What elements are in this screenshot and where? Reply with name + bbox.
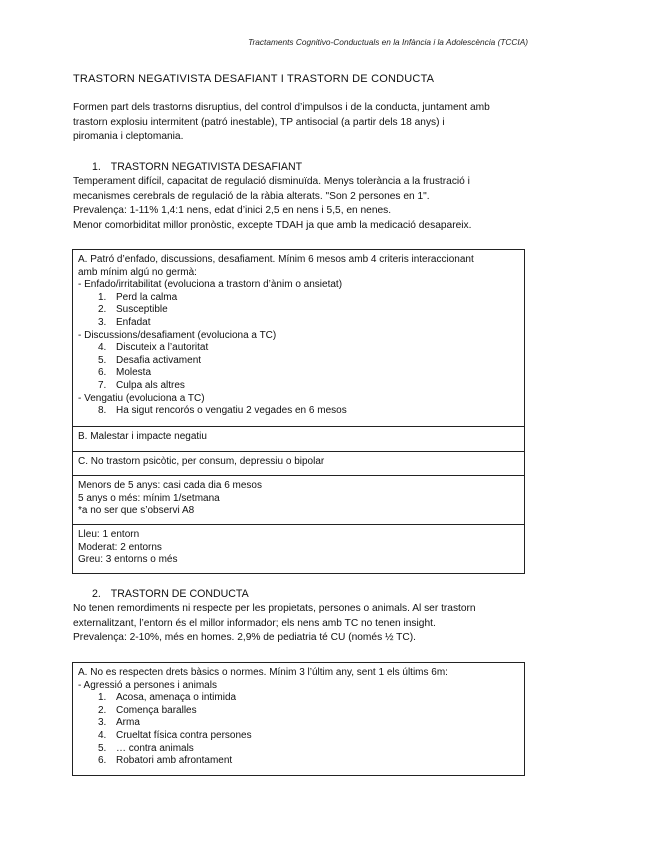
criterion-a: [73, 663, 524, 775]
section-2-paragraph: [73, 602, 533, 646]
criterion-item: 3. Enfadat: [98, 316, 151, 328]
paragraph-line: externalitzant, l’entorn és el millor informador; els nens amb TC no tenen insight.: [73, 617, 436, 629]
criterion-item: 1. Acosa, amenaça o intimida: [98, 692, 237, 704]
criterion-group-label: - Agressió a persones i animals: [78, 679, 217, 691]
criterion-item: 3. Arma: [98, 717, 140, 729]
paragraph-line: Menor comorbiditat millor pronòstic, excepte TDAH ja que amb la medicació desapareix.: [73, 219, 472, 231]
intro-line: Formen part dels trastorns disruptius, del control d’impulsos i de la conducta, juntament amb: [73, 102, 490, 113]
criterion-c: C. No trastorn psicòtic, per consum, depressiu o bipolar: [73, 451, 524, 475]
criterion-item: 4. Discuteix a l’autoritat: [98, 342, 209, 354]
section-1-paragraph: [73, 175, 533, 233]
criterion-text: A. Patró d’enfado, discussions, desafiament. Mínim 6 mesos amb 4 criteris interaccionant: [78, 254, 474, 265]
severity-line: Moderat: 2 entorns: [78, 541, 162, 553]
frequency-line: 5 anys o més: mínim 1/setmana: [78, 492, 220, 504]
intro-paragraph: [73, 101, 533, 145]
section-number: 1.: [92, 161, 101, 173]
criterion-text: amb mínim algú no germà:: [78, 266, 197, 278]
paragraph-line: Prevalença: 2-10%, més en homes. 2,9% de pediatria té CU (només ½ TC).: [73, 632, 416, 643]
running-header: Tractaments Cognitivo-Conductuals en la Infància i la Adolescència (TCCIA): [248, 37, 528, 47]
intro-line: trastorn explosiu intermitent (patró inestable), TP antisocial (a partir dels 18 anys) i: [73, 116, 445, 128]
section-title: TRASTORN DE CONDUCTA: [110, 588, 249, 600]
paragraph-line: No tenen remordiments ni respecte per les propietats, persones o animals. Al ser trastorn: [73, 603, 476, 614]
criterion-item: 6. Molesta: [98, 367, 152, 379]
severity-line: Greu: 3 entorns o més: [78, 554, 178, 566]
frequency-line: Menors de 5 anys: casi cada dia 6 mesos: [78, 480, 262, 491]
intro-line: piromania i cleptomania.: [73, 131, 184, 142]
criterion-item: 4. Crueltat física contra persones: [98, 729, 252, 741]
severity-levels: [73, 524, 524, 573]
criteria-box-tc: [72, 662, 525, 776]
criterion-item: 7. Culpa als altres: [98, 379, 185, 391]
criterion-group-label: - Enfado/irritabilitat (evoluciona a trastorn d’ànim o ansietat): [78, 279, 343, 291]
criterion-b: B. Malestar i impacte negatiu: [73, 426, 524, 451]
section-1-heading: [92, 161, 302, 173]
severity-line: Lleu: 1 entorn: [78, 529, 140, 540]
document-title: TRASTORN NEGATIVISTA DESAFIANT I TRASTORN DE CONDUCTA: [73, 73, 435, 85]
criterion-group-label: - Vengatiu (evoluciona a TC): [78, 392, 205, 404]
paragraph-line: Prevalença: 1-11% 1,4:1 nens, edat d’inici 2,5 en nens i 5,5, en nenes.: [73, 205, 392, 216]
criterion-item: 1. Perd la calma: [98, 291, 178, 303]
criterion-item: 2. Susceptible: [98, 304, 168, 316]
criterion-item: 2. Comença baralles: [98, 704, 197, 716]
criterion-item: 8. Ha sigut rencorós o vengatiu 2 vegades en 6 mesos: [98, 405, 347, 417]
paragraph-line: Temperament difícil, capacitat de regulació disminuïda. Menys tolerància a la frustració i: [73, 176, 470, 187]
criterion-text: A. No es respecten drets bàsics o normes. Mínim 3 l’últim any, sent 1 els últims 6m:: [78, 667, 448, 678]
section-title: TRASTORN NEGATIVISTA DESAFIANT: [110, 161, 303, 173]
criterion-item: 6. Robatori amb afrontament: [98, 755, 233, 767]
criterion-group-label: - Discussions/desafiament (evoluciona a TC): [78, 329, 277, 341]
criterion-a: [73, 250, 524, 426]
criteria-box-tnd: [72, 249, 525, 574]
criterion-item: 5. Desafia activament: [98, 354, 202, 366]
paragraph-line: mecanismes cerebrals de regulació de la ràbia alterats. "Son 2 persones en 1".: [73, 190, 430, 202]
frequency-criteria: [73, 475, 524, 524]
criterion-item: 5. … contra animals: [98, 742, 194, 754]
section-number: 2.: [92, 588, 101, 600]
section-2-heading: [92, 588, 249, 600]
frequency-line: *a no ser que s’observi A8: [78, 505, 195, 517]
